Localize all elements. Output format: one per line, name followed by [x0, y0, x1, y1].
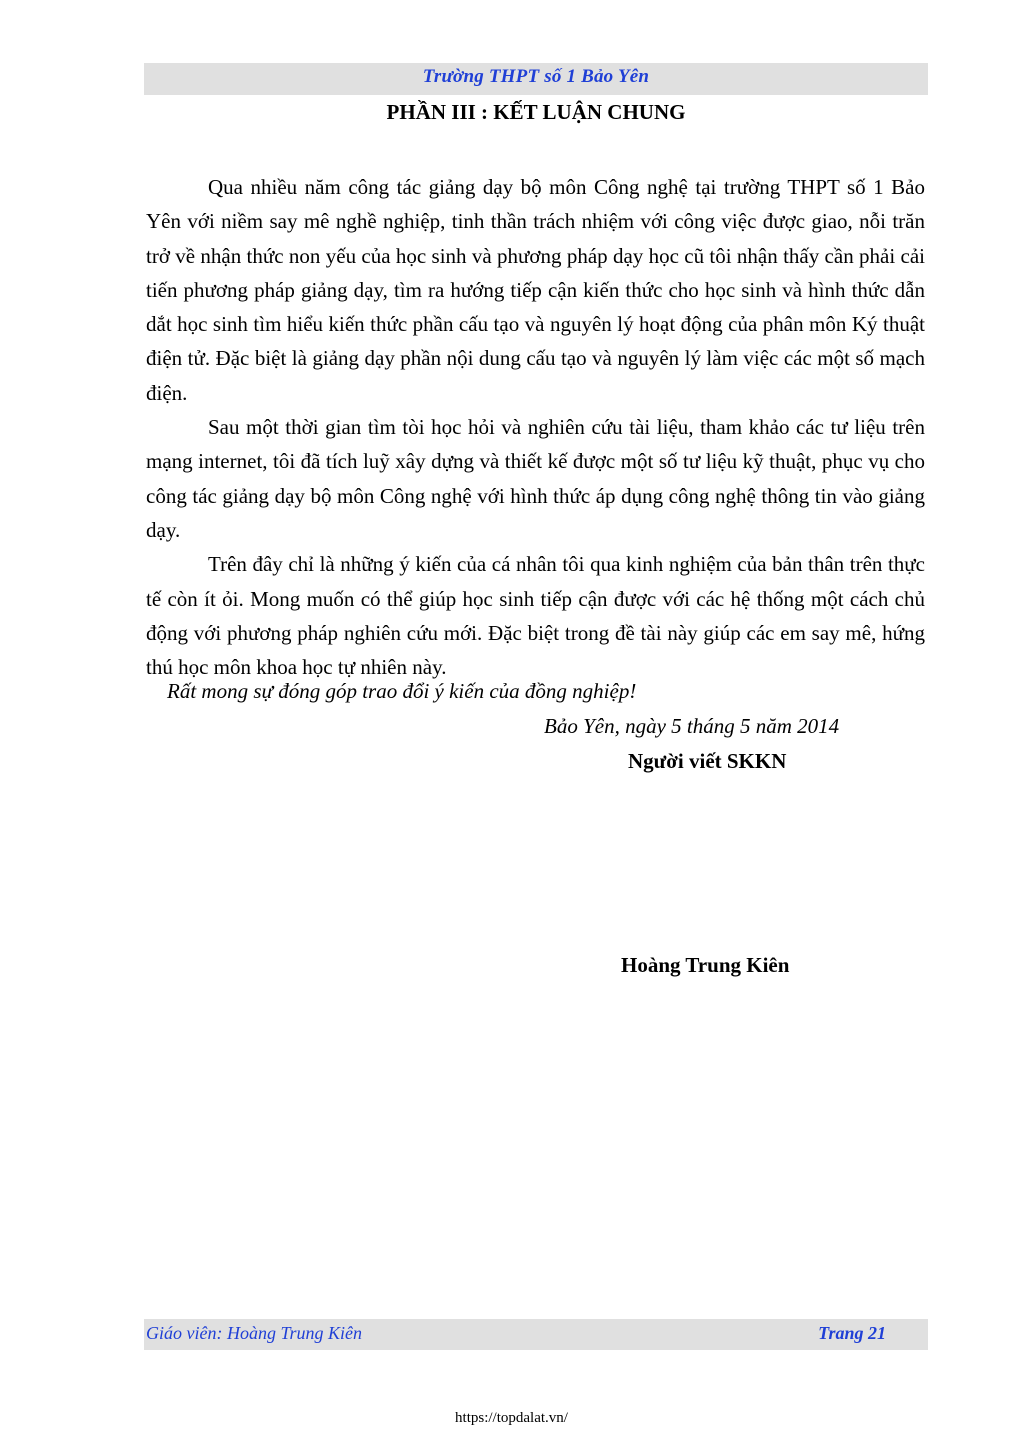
paragraph-1: Qua nhiều năm công tác giảng dạy bộ môn Công nghệ tại trường THPT số 1 Bảo Yên với niềm say mê nghề nghiệp, tinh thần trách nhiệm với công việc được giao, nỗi trăn trở về nhận thức non yếu của học sinh và phương pháp dạy học cũ tôi nhận thấy cần phải cải tiến phương pháp giảng dạy, tìm ra hướng tiếp cận kiến thức cho học sinh và hình thức dẫn dắt học sinh tìm hiểu kiến thức phần cấu tạo và nguyên lý hoạt động của phân môn Ký thuật điện tử. Đặc biệt là giảng dạy phần nội dung cấu tạo và nguyên lý làm việc các một số mạch điện.: [146, 175, 925, 405]
footer-page-number: Trang 21: [818, 1323, 886, 1343]
closing-remark: Rất mong sự đóng góp trao đổi ý kiến của đồng nghiệp!: [167, 679, 637, 703]
header-school-name: Trường THPT số 1 Bảo Yên: [422, 66, 650, 87]
body-text: [146, 170, 925, 684]
page-header: [144, 63, 928, 95]
section-title: PHẦN III : KẾT LUẬN CHUNG: [386, 100, 686, 124]
page-footer: [144, 1319, 928, 1350]
signer-role: Người viết SKKN: [628, 749, 787, 773]
signature-date: Bảo Yên, ngày 5 tháng 5 năm 2014: [544, 714, 840, 738]
source-url-link[interactable]: https://topdalat.vn/: [455, 1410, 568, 1426]
footer-teacher: Giáo viên: Hoàng Trung Kiên: [146, 1323, 362, 1343]
signer-name: Hoàng Trung Kiên: [621, 953, 790, 977]
paragraph-3: Trên đây chỉ là những ý kiến của cá nhân tôi qua kinh nghiệm của bản thân trên thực tế còn ít ỏi. Mong muốn có thể giúp học sinh tiếp cận được với các hệ thống một cách chủ động với phương pháp nghiên cứu mới. Đặc biệt trong đề tài này giúp các em say mê, hứng thú học môn khoa học tự nhiên này.: [146, 552, 925, 680]
paragraph-2: Sau một thời gian tìm tòi học hỏi và nghiên cứu tài liệu, tham khảo các tư liệu trên mạng internet, tôi đã tích luỹ xây dựng và thiết kế được một số tư liệu kỹ thuật, phục vụ cho công tác giảng dạy bộ môn Công nghệ với hình thức áp dụng công nghệ thông tin vào giảng dạy.: [146, 415, 925, 542]
